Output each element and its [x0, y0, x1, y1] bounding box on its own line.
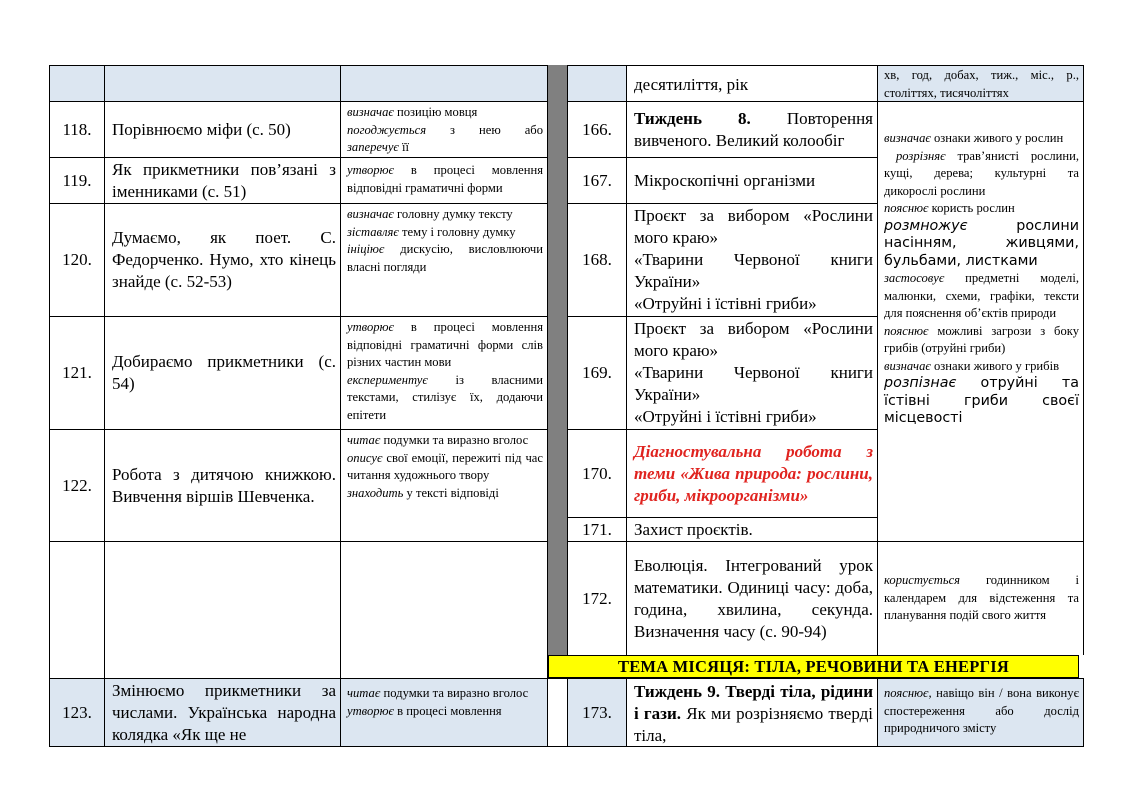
- outcome-line: [884, 270, 1079, 323]
- outcome-line: [347, 224, 543, 242]
- lesson-cell: [104, 678, 340, 747]
- row-number-text: 121.: [62, 363, 92, 382]
- lesson-title-line: «Тварини Червоної книги України»: [634, 363, 873, 404]
- row-number-text: 118.: [62, 119, 92, 139]
- outcome-verb: експериментує: [347, 372, 428, 387]
- outcome-line: [347, 372, 543, 425]
- outcomes-cell: [340, 678, 548, 747]
- row-number-text: 120.: [62, 250, 92, 269]
- row-number: [49, 317, 104, 430]
- row-number: [567, 430, 626, 518]
- outcome-verb: зіставляє: [347, 224, 399, 239]
- outcome-text: в процесі мовлення відповідні граматичні форми: [347, 163, 543, 195]
- row-number-text: 172.: [582, 588, 612, 608]
- diagnostic-work-title: Діагностувальна робота з теми «Жива природа: рослини, гриби, мікроорганізми»: [634, 441, 873, 505]
- outcome-text: у тексті відповіді: [403, 485, 499, 500]
- outcome-verb: пояснює,: [884, 686, 932, 700]
- outcome-text: із власними текстами, стилізує їх, додаючи епітети: [347, 372, 543, 422]
- lesson-cell: [104, 430, 340, 542]
- lesson-cell: [626, 102, 877, 158]
- lesson-title: Як прикметники пов’язані з іменниками (с. 51): [112, 159, 336, 201]
- outcome-verb: утворює: [347, 320, 394, 334]
- lesson-title: Захист проєктів.: [634, 519, 753, 539]
- outcome-line: [347, 485, 543, 503]
- lesson-text: Повторення вивченого. Великий колообіг: [634, 108, 873, 150]
- row-number: [567, 518, 626, 542]
- outcome-verb: ініціює: [347, 242, 385, 256]
- outcome-line: [884, 218, 1079, 271]
- lesson-title: Порівнюємо міфи (с. 50): [112, 119, 291, 139]
- outcome-verb: утворює: [347, 163, 394, 177]
- outcomes-cell: [877, 542, 1084, 655]
- gap-column: [548, 102, 567, 655]
- outcome-text: її: [398, 140, 410, 154]
- lesson-cell: [626, 678, 877, 747]
- outcome-verb: розмножує: [884, 217, 968, 234]
- row-number: [567, 542, 626, 655]
- outcome-line: [347, 319, 543, 372]
- row-number-text: 166.: [582, 119, 612, 139]
- outcome-verb: визначає: [884, 131, 931, 145]
- lesson-title-line: «Отруйні і їстівні гриби»: [634, 407, 817, 426]
- row-number-text: 169.: [582, 363, 612, 382]
- row-number: [49, 102, 104, 158]
- outcome-text: в процесі мовлення відповідні граматичні форми слів різних частин мови: [347, 320, 543, 369]
- lesson-title: Еволюція. Інтегрований урок математики. Одиниці часу: доба, година, хвилина, секунда. Визначення часу (с. 90-94): [634, 555, 873, 641]
- month-theme-text: ТЕМА МІСЯЦЯ: ТІЛА, РЕЧОВИНИ ТА ЕНЕРГІЯ: [618, 656, 1009, 676]
- lesson-cell: [626, 158, 877, 204]
- row-number-empty: [49, 542, 104, 678]
- row-number-text: 170.: [582, 463, 612, 483]
- outcome-verb: читає: [347, 433, 381, 447]
- outcome-verb: пояснює: [884, 323, 929, 338]
- outcome-verb: розпізнає: [884, 375, 957, 391]
- outcome-text: навіщо він / вона виконує спостереження або дослід природничого змісту: [884, 686, 1079, 735]
- lesson-title: [634, 108, 873, 152]
- lesson-title: Змінюємо прикметники за числами. Українська народна колядка «Як ще не: [112, 680, 336, 744]
- outcome-text: ознаки живого у грибів: [930, 358, 1060, 373]
- outcome-verb: визначає: [884, 358, 931, 373]
- outcome-line: [347, 685, 543, 703]
- outcome-text: з нею або: [426, 122, 543, 137]
- outcome-line: [884, 200, 1079, 218]
- row-number: [567, 204, 626, 317]
- lesson-title-line: «Тварини Червоної книги України»: [634, 250, 873, 291]
- lesson-title: Робота з дитячою книжкою. Вивчення віршів Шевченка.: [112, 464, 336, 506]
- outcome-verb: визначає: [347, 207, 394, 221]
- row-number-text: 122.: [62, 475, 92, 495]
- lesson-title: десятиліття, рік: [634, 75, 749, 94]
- row-number-text: 119.: [62, 170, 92, 190]
- outcome-text: трав’янисті рослини, кущі, дерева; культурні та дикорослі рослини: [884, 148, 1079, 198]
- week-label: Тиждень 9. Тверді тіла, рідини і гази.: [634, 682, 873, 723]
- outcomes-cell: [340, 317, 548, 430]
- lesson-cell: [626, 518, 877, 542]
- lesson-title: Добираємо прикметники (с. 54): [112, 352, 336, 393]
- gap-column: [548, 65, 567, 102]
- outcome-text: ознаки живого у рослин: [930, 131, 1064, 145]
- outcome-line: [347, 104, 543, 122]
- outcome-line: [884, 572, 1079, 625]
- lesson-title: Мікроскопічні організми: [634, 170, 816, 190]
- row-number: [49, 678, 104, 747]
- lesson-cell: [104, 204, 340, 317]
- outcome-line: [347, 206, 543, 224]
- outcome-line: [347, 703, 543, 721]
- lesson-title-line: Проєкт за вибором «Рослини мого краю»: [634, 206, 873, 247]
- row-number-text: 171.: [582, 519, 612, 539]
- row-number: [49, 204, 104, 317]
- outcome-line: [347, 241, 543, 276]
- outcome-verb: описує: [347, 450, 383, 465]
- lesson-title-line: Проєкт за вибором «Рослини мого краю»: [634, 319, 873, 360]
- outcome-text: дискусію, висловлюючи власні погляди: [347, 242, 543, 274]
- outcomes-cell: [340, 430, 548, 542]
- lesson-cell: [104, 158, 340, 204]
- outcome-text: користь рослин: [928, 201, 1015, 215]
- lesson-empty: [104, 542, 340, 678]
- row-num-empty: [49, 65, 104, 102]
- outcome-verb: погоджується: [347, 122, 427, 137]
- row-number-text: 123.: [62, 702, 92, 722]
- lesson-title-line: «Отруйні і їстівні гриби»: [634, 294, 817, 313]
- outcome-verb: знаходить: [347, 485, 404, 500]
- row-number: [567, 158, 626, 204]
- row-number: [49, 158, 104, 204]
- outcomes-cell: [877, 102, 1084, 542]
- outcome-line: [884, 130, 1079, 148]
- outcome-verb: читає: [347, 686, 381, 700]
- outcome-line: [884, 375, 1079, 428]
- lesson-cell: [626, 65, 877, 102]
- outcome-verb: розрізняє: [896, 148, 946, 163]
- outcome-text: подумки та виразно вголос: [380, 433, 529, 447]
- outcome-text: в процесі мовлення: [393, 703, 502, 718]
- lesson-cell: [626, 204, 877, 317]
- outcomes-cell: [340, 158, 548, 204]
- outcome-line: [347, 450, 543, 485]
- row-number: [49, 430, 104, 542]
- outcome-verb: утворює: [347, 703, 394, 718]
- lesson-text: Як ми розрізняємо тверді тіла,: [634, 704, 873, 745]
- outcome-text: позицію мовця: [393, 105, 478, 119]
- lesson-cell: [626, 542, 877, 655]
- outcome-line: [884, 148, 1079, 201]
- outcome-text: подумки та виразно вголос: [380, 686, 529, 700]
- outcome-line: [884, 323, 1079, 358]
- outcome-line: [347, 139, 543, 157]
- row-number-text: 168.: [582, 250, 612, 269]
- outcome-text: рослини насінням, живцями, бульбами, листками: [884, 217, 1079, 269]
- month-theme-banner: [548, 655, 1079, 678]
- outcome-verb: застосовує: [884, 271, 945, 285]
- lesson-cell: [104, 317, 340, 430]
- outcome-line: [347, 162, 543, 197]
- outcome-line: [347, 432, 543, 450]
- outcome-verb: пояснює: [884, 201, 929, 215]
- lesson-cell: [104, 102, 340, 158]
- outcome-line: [884, 685, 1079, 738]
- lesson-cell: [626, 430, 877, 518]
- outcomes-cell: [340, 204, 548, 317]
- week-label: Тиждень 8.: [634, 108, 751, 128]
- gap-column-blank: [548, 678, 567, 747]
- outcome-text: свої емоції, пережиті під час читання художнього твору: [347, 450, 543, 482]
- outcome-verb: визначає: [347, 105, 394, 119]
- outcomes-cell: [877, 65, 1084, 102]
- row-num-empty-right: [567, 65, 626, 102]
- outcomes-cell: [877, 678, 1084, 747]
- lesson-empty: [104, 65, 340, 102]
- lesson-title: Думаємо, як поет. С. Федорченко. Нумо, хто кінець знайде (с. 52-53): [112, 228, 336, 291]
- outcome-text: годинником і календарем для відстеження та планування подій свого життя: [884, 573, 1079, 623]
- outcome-text: можливі загрози з боку грибів (отруйні гриби): [884, 323, 1079, 355]
- row-number: [567, 102, 626, 158]
- outcomes-cell: [340, 102, 548, 158]
- outcome-verb: користується: [884, 573, 961, 588]
- lesson-cell: [626, 317, 877, 430]
- outcome-verb: заперечує: [347, 140, 399, 154]
- outcome-line: [884, 358, 1079, 376]
- row-number: [567, 678, 626, 747]
- outcome-text: тему і головну думку: [398, 224, 516, 239]
- outcomes-empty: [340, 65, 548, 102]
- outcomes-text: хв, год, добах, тиж., міс., р., століттях, тисячоліттях: [884, 68, 1079, 100]
- outcomes-empty: [340, 542, 548, 678]
- outcome-line: [347, 122, 543, 140]
- outcome-text: головну думку тексту: [393, 207, 513, 221]
- row-number: [567, 317, 626, 430]
- lesson-title: [634, 681, 873, 747]
- row-number-text: 173.: [582, 702, 612, 722]
- row-number-text: 167.: [582, 170, 612, 190]
- outcome-text: отруйні та їстівні гриби своєї місцевості: [884, 375, 1079, 426]
- outcome-text: предметні моделі, малюнки, схеми, графіки, тексти для пояснення об’єктів природи: [884, 271, 1079, 320]
